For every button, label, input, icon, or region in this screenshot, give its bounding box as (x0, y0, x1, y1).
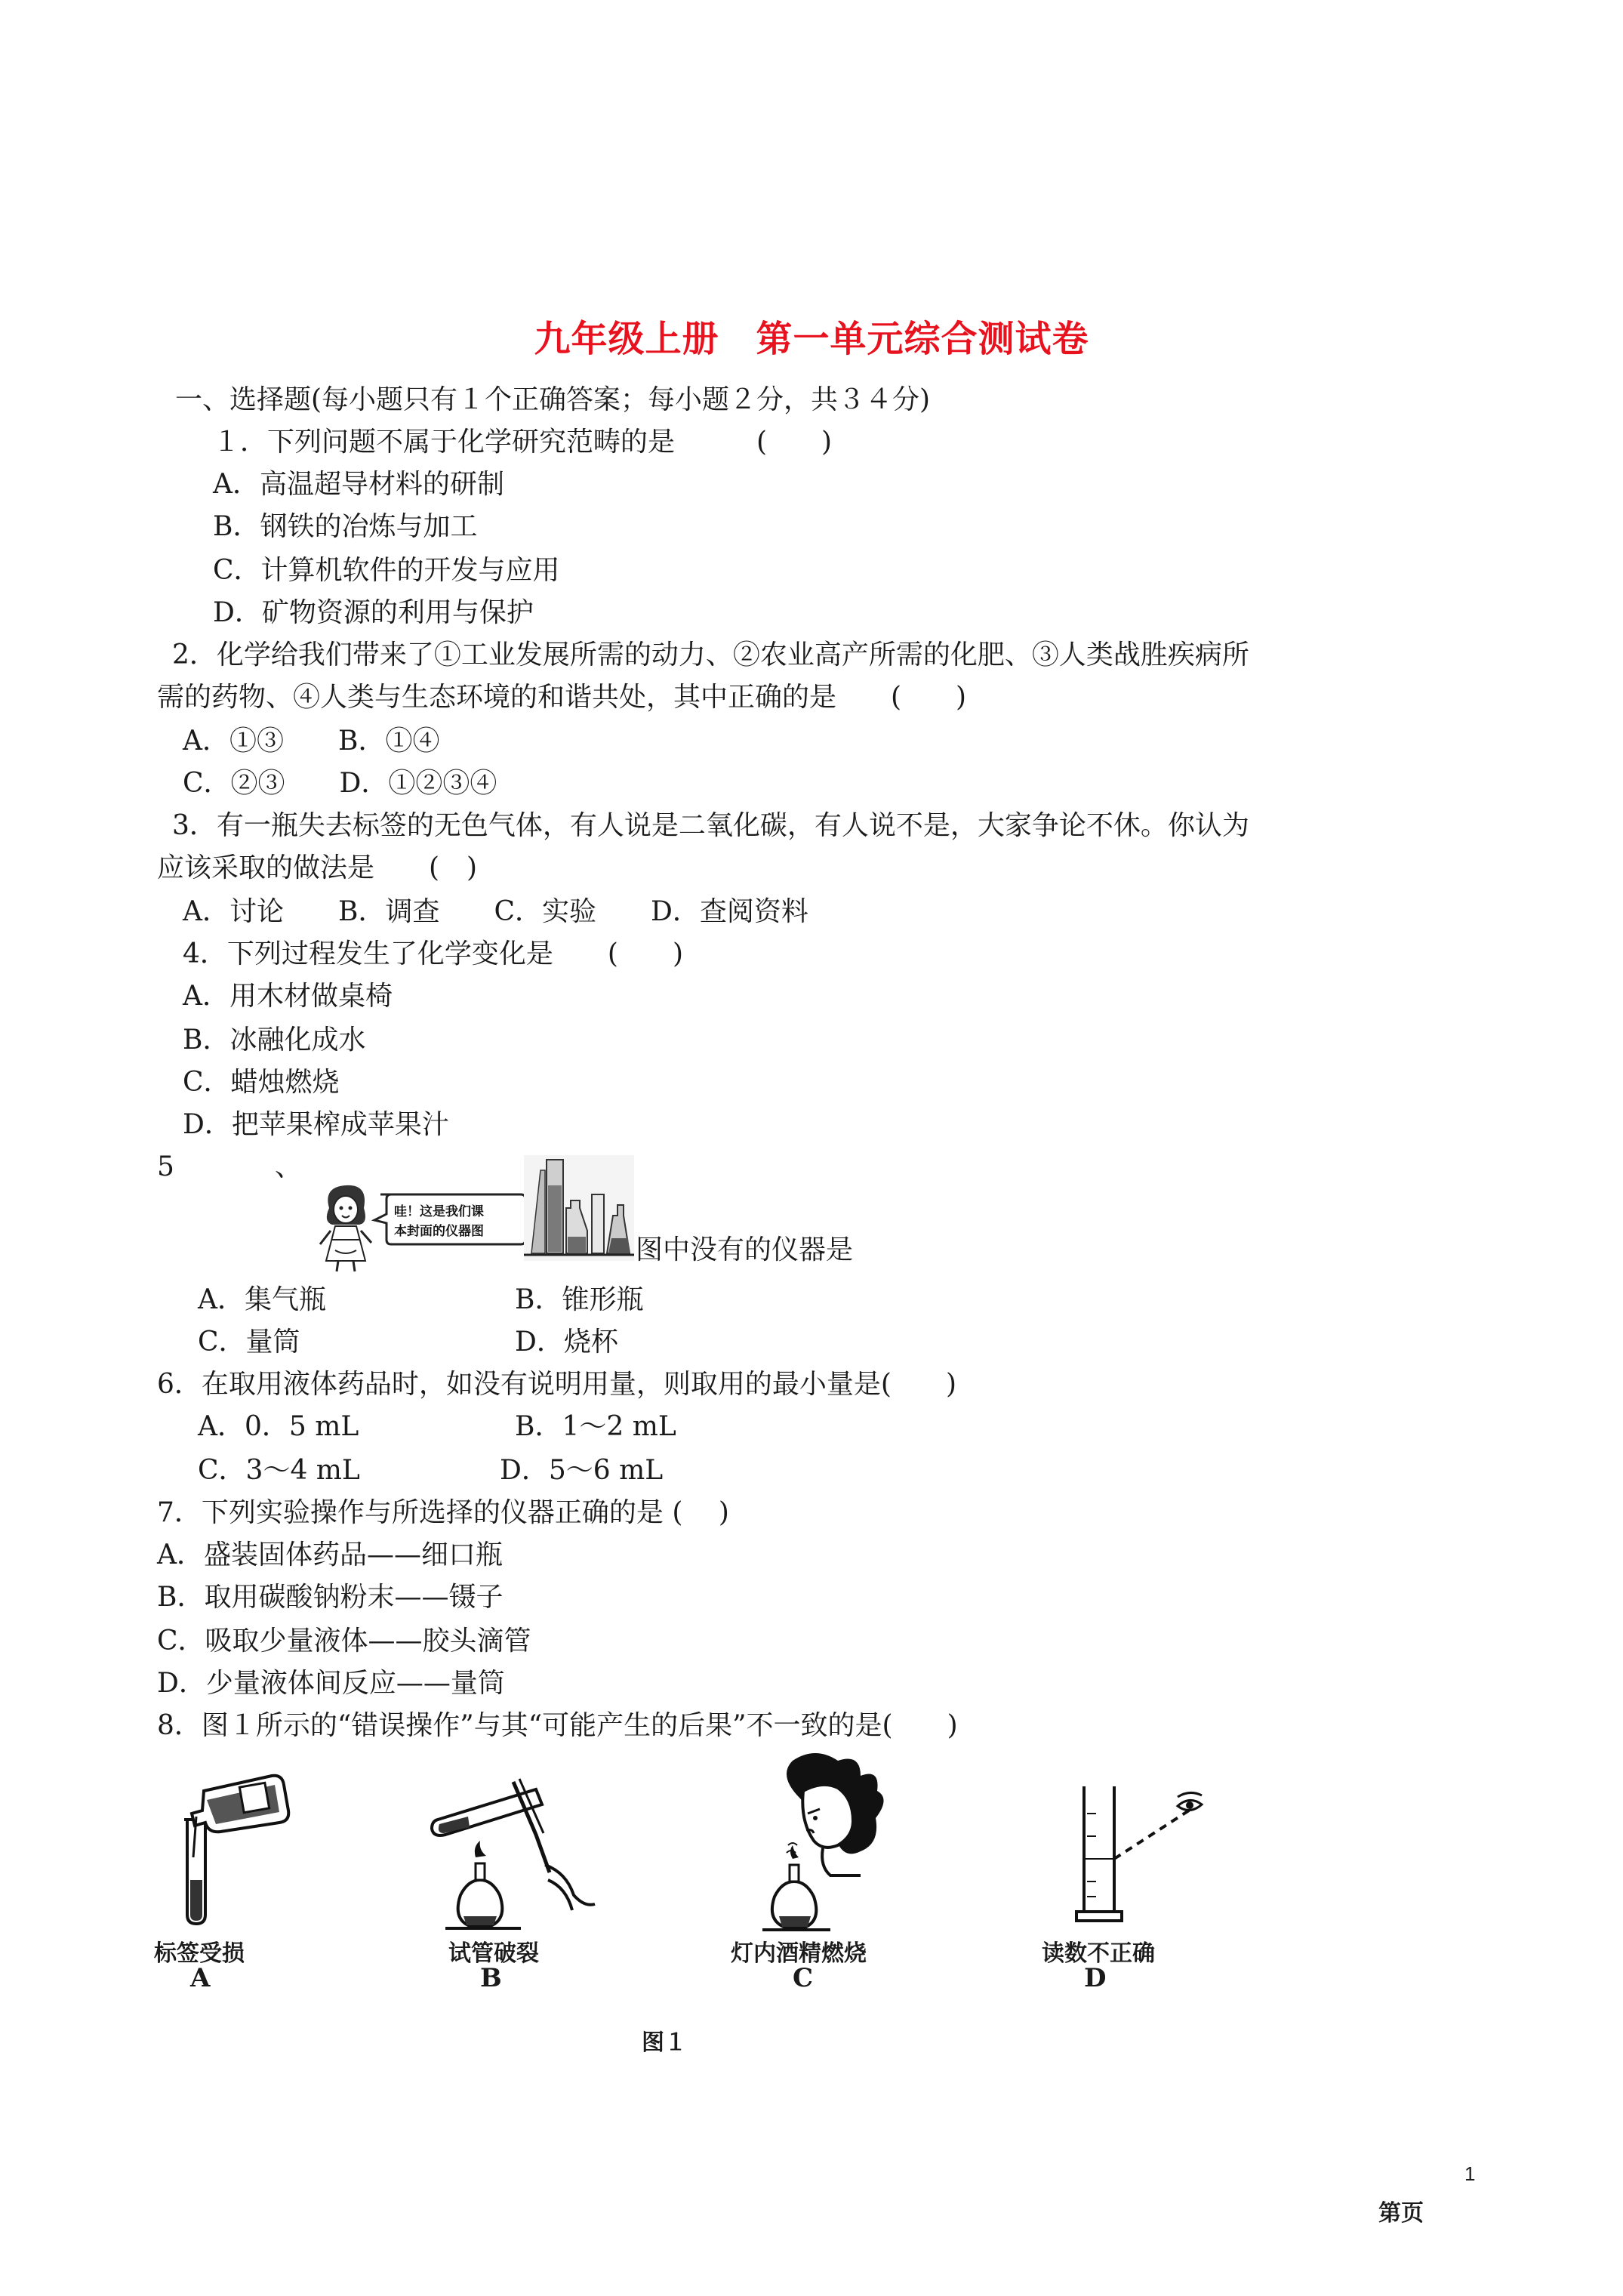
figure-c-caption: 灯内酒精燃烧 (731, 1940, 867, 1967)
q6-option-a: A．0．5 mL (198, 1411, 359, 1442)
figure-a-caption: 标签受损 (154, 1940, 245, 1967)
q7-option-a: A．盛装固体药品——细口瓶 (157, 1539, 503, 1570)
q5-option-b: B．锥形瓶 (515, 1284, 644, 1315)
girl-with-speech-bubble-icon (316, 1178, 527, 1276)
figure-label: 图１ (642, 2029, 687, 2056)
q7-option-d: D．少量液体间反应——量筒 (157, 1668, 505, 1699)
q5-stem: 图中没有的仪器是 (636, 1234, 854, 1265)
q4-option-a: A．用木材做桌椅 (183, 981, 393, 1012)
q6-option-b: B．1～2 mL (515, 1411, 676, 1442)
page-number: 1 (1464, 2162, 1476, 2185)
figure-b-letter: B (480, 1963, 502, 1993)
q3-stem-line1: 3．有一瓶失去标签的无色气体，有人说是二氧化碳，有人说不是，大家争论不休。你认为 (172, 810, 1249, 841)
heating-test-tube-icon (423, 1774, 604, 1933)
figure-c-letter: C (793, 1963, 814, 1993)
q8-stem: 8．图１所示的“错误操作”与其“可能产生的后果”不一致的是( ) (157, 1710, 958, 1741)
figure-d-letter: D (1084, 1963, 1107, 1993)
q4-stem: 4．下列过程发生了化学变化是 ( ) (183, 938, 683, 969)
q2-stem-line2: 需的药物、④人类与生态环境的和谐共处，其中正确的是 ( ) (157, 682, 967, 713)
q5-option-d: D．烧杯 (515, 1327, 618, 1358)
q6-option-d: D．5～6 mL (500, 1455, 664, 1486)
q4-option-b: B．冰融化成水 (183, 1025, 366, 1056)
q5-separator: 、 (275, 1151, 303, 1182)
q4-option-c: C．蜡烛燃烧 (183, 1067, 340, 1098)
bubble-line-1: 哇！这是我们课 (394, 1204, 484, 1219)
q5-option-c: C．量筒 (198, 1327, 300, 1358)
section-heading: 一、选择题(每小题只有１个正确答案；每小题２分，共３４分) (175, 384, 931, 415)
q1-option-d: D．矿物资源的利用与保护 (213, 597, 534, 628)
q2-stem-line1: 2．化学给我们带来了①工业发展所需的动力、②农业高产所需的化肥、③人类战胜疾病所 (172, 639, 1249, 670)
q7-option-b: B．取用碳酸钠粉末——镊子 (157, 1582, 504, 1613)
q3-stem-line2: 应该采取的做法是 ( ) (157, 852, 478, 883)
q5-number: 5 (157, 1151, 174, 1182)
page-title: 九年级上册 第一单元综合测试卷 (534, 318, 1089, 360)
figure-a-letter: A (190, 1963, 211, 1993)
q4-option-d: D．把苹果榨成苹果汁 (183, 1109, 449, 1140)
pouring-reagent-bottle-icon (151, 1767, 302, 1925)
figure-d-caption: 读数不正确 (1042, 1940, 1155, 1967)
q1-stem: １．下列问题不属于化学研究范畴的是 ( ) (213, 427, 833, 458)
q1-option-b: B．钢铁的冶炼与加工 (213, 511, 478, 542)
reading-graduated-cylinder-icon (1057, 1783, 1208, 1927)
q1-option-c: C．计算机软件的开发与应用 (213, 555, 560, 586)
q6-option-c: C．3～4 mL (198, 1455, 360, 1486)
page-label: 第页 (1378, 2200, 1424, 2227)
q1-option-a: A．高温超导材料的研制 (213, 469, 504, 500)
q5-option-a: A．集气瓶 (198, 1284, 326, 1315)
q3-options: A．讨论 B．调查 C．实验 D．查阅资料 (183, 896, 808, 927)
q2-options-row1: A．①③ B．①④ (183, 726, 440, 757)
figure-b-caption: 试管破裂 (448, 1940, 539, 1967)
q6-stem: 6．在取用液体药品时，如没有说明用量，则取用的最小量是( ) (157, 1369, 956, 1400)
q7-stem: 7．下列实验操作与所选择的仪器正确的是 ( ) (157, 1497, 729, 1528)
bubble-line-2: 本封面的仪器图 (394, 1224, 484, 1239)
q7-option-c: C．吸取少量液体——胶头滴管 (157, 1626, 531, 1657)
q2-options-row2: C．②③ D．①②③④ (183, 768, 497, 799)
lab-instruments-photo-icon (524, 1155, 634, 1261)
blowing-alcohol-lamp-icon (747, 1746, 913, 1933)
